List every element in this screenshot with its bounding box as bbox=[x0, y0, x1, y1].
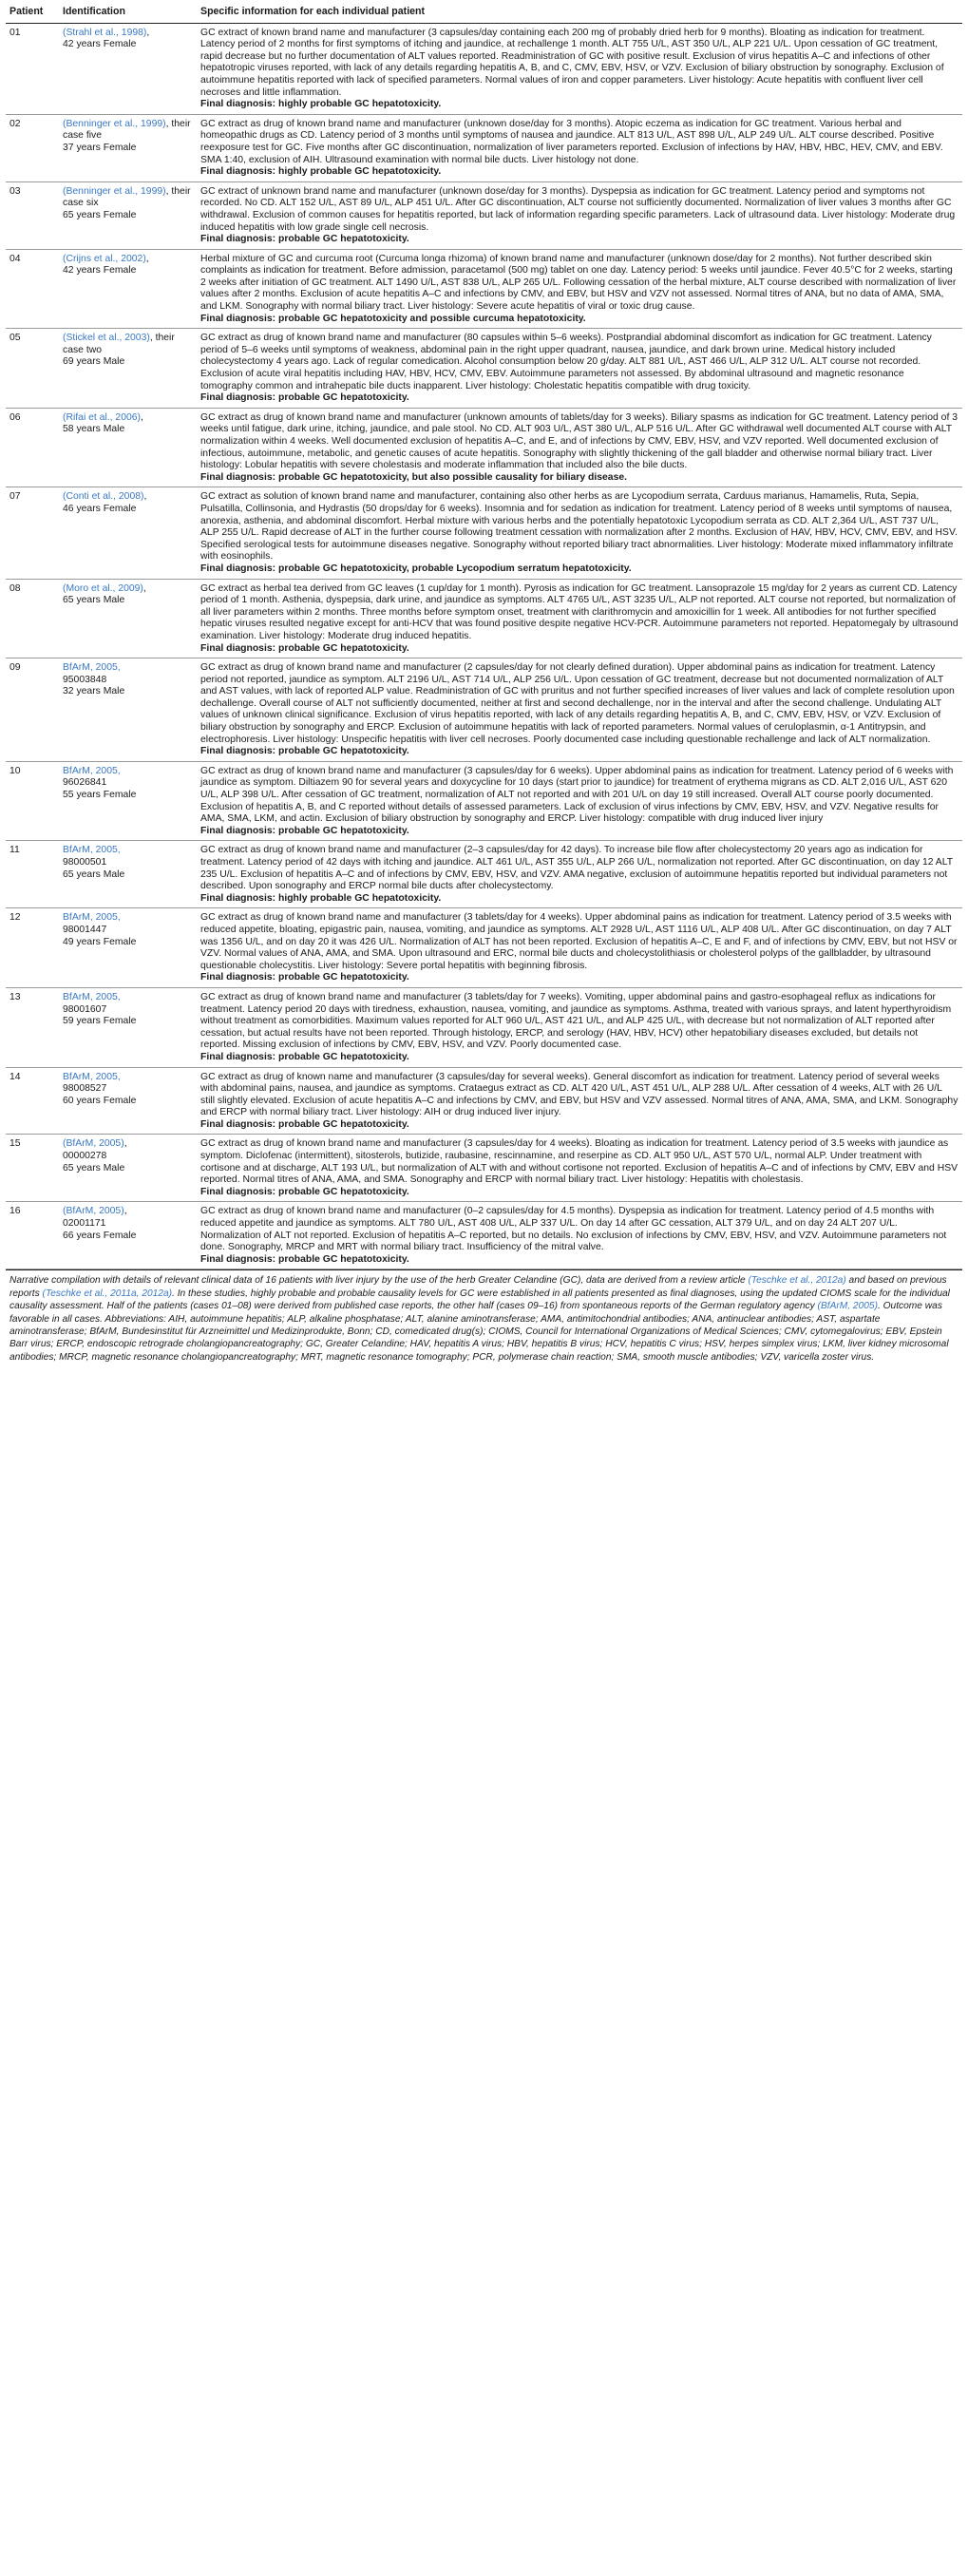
case-narrative: GC extract as drug of known brand name and manufacturer (2 capsules/day for not clearly defined duration). Upper abdominal pains as indication for treatment. Latency period not reported, jaundice as symptom. ALT 2196 U/L, AST 714 U/L, ALP 256 U/L. Upon cessation of GC treatment, decrease but not documented normalization of ALT and AST values, with lack of reported ALP value. Readministration of GC with pruritus and not further specified increases of liver values and lack of complete resolution upon dechallenge. Overall course of ALT not sufficiently documented, neither at first and second dechallenge, nor in the interval and after the second challenge. Undulating ALT values of unknown clinical significance. Exclusion of virus hepatitis reported, with lack of any details regarding hepatitis A, B, and C, CMV, EBV, HSV, or VZV. Exclusion of biliary obstruction by sonography and ERCP. Exclusion of autoimmune hepatitis with lack of reported parameters. Normal values of ceruloplasmin, α-1 Antitrypsin, and electrophoresis. Liver histology: Unspecific hepatitis with liver cell necroses. Poorly documented case including questionable rechallenge and lack of ALT normalization. bbox=[200, 662, 955, 745]
final-diagnosis: Final diagnosis: highly probable GC hepatotoxicity. bbox=[200, 99, 442, 110]
identification-line: 42 years Female bbox=[63, 39, 137, 50]
reference-link[interactable]: (Rifai et al., 2006) bbox=[63, 411, 142, 423]
reference-link[interactable]: (Benninger et al., 1999) bbox=[63, 118, 166, 129]
identification-line: 00000278 bbox=[63, 1151, 107, 1162]
patient-number: 13 bbox=[6, 987, 59, 1067]
final-diagnosis: Final diagnosis: probable GC hepatotoxicity. bbox=[200, 746, 409, 757]
footnote-ref-link[interactable]: (Teschke et al., 2011a, 2012a) bbox=[42, 1288, 173, 1299]
footnote-ref-link[interactable]: (Teschke et al., 2012a) bbox=[748, 1275, 846, 1287]
reference-link[interactable]: BfArM, 2005, bbox=[63, 845, 121, 856]
final-diagnosis: Final diagnosis: probable GC hepatotoxicity, probable Lycopodium serratum hepatotoxicity. bbox=[200, 563, 632, 574]
identification-cell bbox=[59, 761, 197, 841]
identification-line: 65 years Male bbox=[63, 595, 125, 606]
table-row bbox=[6, 329, 962, 409]
table-row bbox=[6, 181, 962, 249]
identification-cell bbox=[59, 1067, 197, 1135]
case-narrative: GC extract of known brand name and manufacturer (3 capsules/day containing each 200 mg of probably dried herb for 9 months). Bloating as indication for treatment. Latency period of 2 months for first symptoms of itching and jaundice, at rechallenge 1 month. ALT 755 U/L, AST 350 U/L, ALP 221 U/L. Upon cessation of GC treatment, rapid decrease but no further documentation of ALT values reported. Readministration of GC with positive result. Exclusion of virus hepatitis A–C and infections of other hepatotropic viruses reported, with lack of any details regarding hepatitis A, B, and C, CMV, EBV, HSV, or VZV. Exclusion of biliary obstruction by sonography. Exclusion of autoimmune hepatitis reported with lack of specified parameters. Normal values of iron and copper parameters. Liver histology: Acute hepatitis with confluent liver cell necroses and little inflammation. bbox=[200, 27, 944, 98]
identification-line: 98000501 bbox=[63, 857, 107, 868]
final-diagnosis: Final diagnosis: probable GC hepatotoxicity. bbox=[200, 1186, 409, 1197]
reference-suffix: , their case six bbox=[63, 185, 191, 209]
case-narrative: GC extract as drug of known brand name and manufacturer (3 capsules/day for 4 weeks). Bloating as indication for treatment. Latency period of 3.5 weeks with jaundice as symptom. Diclofenac (intermittent), sitosterols, butizide, raubasine, rescinnamine, and reserpine as CD. ALT 950 U/L, AST 570 U/L, normal ALP. Under treatment with cortisone and at discharge, ALT 193 U/L, but normalization of ALT with and without cortisone not reported. Exclusion of hepatitis A–C and of infections by CMV, EBV and HSV reported. Normal titres of ANA, AMA, and SMA. Sonography and ERCP with normal biliary tract. Liver histology: Hepatitis with cholestasis. bbox=[200, 1138, 959, 1186]
reference-suffix: , their case two bbox=[63, 333, 175, 355]
identification-cell bbox=[59, 841, 197, 908]
table-row bbox=[6, 23, 962, 114]
patient-number: 16 bbox=[6, 1202, 59, 1269]
patient-info-cell bbox=[197, 1135, 962, 1202]
table-row bbox=[6, 658, 962, 762]
reference-suffix: , bbox=[145, 253, 149, 264]
patient-number: 11 bbox=[6, 841, 59, 908]
reference-suffix: , their case five bbox=[63, 118, 191, 142]
reference-suffix: , bbox=[143, 491, 147, 503]
case-narrative: GC extract as drug of known brand name and manufacturer (unknown dose/day for 3 months). Atopic eczema as indication for GC treatment. Various herbal and homeopathic drugs as CD. Latency period of 3 months until symptoms of nausea and jaundice. ALT 813 U/L, AST 898 U/L, ALP 249 U/L. ALT course described. Positive reexposure test for GC. Five months after GC discontinuation, normalization of liver parameters reported. Exclusion of infections by HAV, HBV, HBC, HEV, CMV, and EBV. SMA 1:40, exclusion of AIH. Ultrasound examination with normal bile ducts. Liver histology not done. bbox=[200, 118, 943, 165]
table-row bbox=[6, 987, 962, 1067]
final-diagnosis: Final diagnosis: probable GC hepatotoxicity, but also possible causality for biliary disease. bbox=[200, 471, 628, 483]
identification-cell bbox=[59, 23, 197, 114]
table-row bbox=[6, 579, 962, 658]
case-narrative: GC extract as drug of known brand name and manufacturer (unknown amounts of tablets/day for 3 weeks). Biliary spasms as indication for GC treatment. Latency period of 3 weeks until fatigue, dark urine, itching, jaundice, and pale stool. No CD. ALT 903 U/L, AST 380 U/L, ALP 516 U/L. After GC withdrawal well documented ALT course with ALT normalization within 4 weeks. Well documented exclusion of hepatitis A–C, and E, and of infections by CMV, EBV, HSV, and VZV reported. Well documented exclusion of infectious, autoimmune, metabolic, and genetic causes of acute hepatitis. Sonography with slightly thickening of the gall bladder and otherwise normal biliary tract. Liver histology: Lobular hepatitis with severe cholestasis and moderate inflammation that included also the bile ducts. bbox=[200, 411, 959, 471]
patient-number: 01 bbox=[6, 23, 59, 114]
identification-line: 02001171 bbox=[63, 1218, 106, 1230]
table-row bbox=[6, 761, 962, 841]
patient-number: 02 bbox=[6, 114, 59, 181]
reference-link[interactable]: BfArM, 2005, bbox=[63, 991, 121, 1002]
reference-link[interactable]: (BfArM, 2005) bbox=[63, 1138, 124, 1150]
final-diagnosis: Final diagnosis: probable GC hepatotoxicity. bbox=[200, 234, 409, 245]
patient-number: 03 bbox=[6, 181, 59, 249]
patient-info-cell bbox=[197, 114, 962, 181]
table-row bbox=[6, 908, 962, 988]
patient-number: 14 bbox=[6, 1067, 59, 1135]
identification-cell bbox=[59, 658, 197, 762]
final-diagnosis: Final diagnosis: probable GC hepatotoxicity. bbox=[200, 972, 409, 983]
footnote-text-3: . In these studies, highly probable and probable causality levels for GC were established in all patients presented as final diagnoses, using the updated CIOMS scale for the individual causality assessment. Half of the patients (cases 01–08) were derived from published case reports, the other half (cases 09–16) from spontaneous reports of the German regulatory agency bbox=[9, 1288, 950, 1312]
identification-line: 95003848 bbox=[63, 674, 107, 685]
identification-cell bbox=[59, 908, 197, 988]
identification-cell bbox=[59, 579, 197, 658]
case-narrative: GC extract as herbal tea derived from GC leaves (1 cup/day for 1 month). Pyrosis as indication for GC treatment. Lansoprazole 15 mg/day for 2 years as current CD. Latency period of 1 month. Asthenia, dyspepsia, dark urine, and jaundice as symptoms. ALT 4765 U/L, AST 3235 U/L, ALP not reported. ALT course not reported, but normalization of all liver parameters within 2 months. Three months before symptom onset, treatment with clarithromycin and amoxicillin for 1 week. All antibodies for not further specified hepatic viruses resulted negative except for anti-HCV that was found positive despite negative HCV-PCR. Autoimmune parameters not reported. Hepatomegaly by ultrasound examination. Liver histology: Moderate drug induced hepatitis. bbox=[200, 582, 959, 641]
identification-cell bbox=[59, 1135, 197, 1202]
case-narrative: GC extract as drug of known name and manufacturer (3 capsules/day for several weeks). General discomfort as indication for treatment. Latency period of several weeks with abdominal pains, nausea, and jaundice as symptoms. Crataegus extract as CD. ALT 420 U/L, AST 451 U/L, ALP 288 U/L. After cessation of 4 weeks, ALT with 26 U/L still slightly elevated. Exclusion of acute hepatitis A–C and infections by CMV, and EBV, but HSV and VZV assessed. Normal titres of ANA, AMA, SMA, and LKM. Sonography and ERCP with normal biliary tract. Liver histology: AIH or drug induced liver injury. bbox=[200, 1071, 959, 1118]
patient-number: 07 bbox=[6, 487, 59, 579]
identification-line: 65 years Male bbox=[63, 1162, 125, 1174]
patient-number: 12 bbox=[6, 908, 59, 988]
identification-line: 60 years Female bbox=[63, 1095, 137, 1106]
patient-info-cell bbox=[197, 408, 962, 487]
case-narrative: GC extract of unknown brand name and manufacturer (unknown dose/day for 3 months). Dyspepsia as indication for GC treatment. Latency period and symptoms not recorded. No CD. ALT 152 U/L, AST 89 U/L, ALP 451 U/L. After GC discontinuation, ALT course not sufficiently documented. Normalization of liver values 3 months after GC withdrawal. Exclusion of common causes for hepatitis reported, but lack of information regarding specific parameters. Lack of ultrasound data. Liver histology: Moderate drug induced hepatitis with low grade single cell necrosis. bbox=[200, 185, 956, 233]
patient-info-cell bbox=[197, 1067, 962, 1135]
table-row bbox=[6, 487, 962, 579]
table-row bbox=[6, 841, 962, 908]
patient-number: 10 bbox=[6, 761, 59, 841]
identification-line: 65 years Male bbox=[63, 868, 125, 880]
patient-info-cell bbox=[197, 1202, 962, 1269]
identification-line: 55 years Female bbox=[63, 790, 137, 801]
identification-line: 69 years Male bbox=[63, 356, 125, 368]
final-diagnosis: Final diagnosis: probable GC hepatotoxicity. bbox=[200, 825, 409, 836]
final-diagnosis: Final diagnosis: probable GC hepatotoxicity. bbox=[200, 1253, 409, 1265]
identification-line: 98001607 bbox=[63, 1003, 107, 1015]
reference-link[interactable]: (Stickel et al., 2003) bbox=[63, 333, 150, 344]
table-row bbox=[6, 1067, 962, 1135]
identification-line: 32 years Male bbox=[63, 686, 125, 697]
identification-cell bbox=[59, 987, 197, 1067]
identification-line: 42 years Female bbox=[63, 265, 137, 277]
reference-suffix: , bbox=[123, 1206, 127, 1217]
case-narrative: GC extract as drug of known brand name and manufacturer (2–3 capsules/day for 42 days). To increase bile flow after cholecystectomy 20 years ago as indication for treatment. Latency period of 42 days with itching and jaundice. ALT 461 U/L, AST 355 U/L, ALP 266 U/L, normalization not reported. After GC discontinuation, on day 12 ALT 235 U/L. Exclusion of hepatitis A–C and of infections by CMV, EBV, HSV, and VZV. AMA negative, exclusion of autoimmune hepatitis reported but individual parameters not described. Upon sonography and ERCP normal bile ducts after cholecystectomy. bbox=[200, 845, 953, 892]
case-narrative: GC extract as solution of known brand name and manufacturer, containing also other herbs as are Lycopodium serrata, Carduus marianus, Hamamelis, Ruta, Sepia, Pulsatilla, Collinsonia, and Hydrastis (50 drops/day for 6 weeks). Insomnia and for sedation as indication for treatment. Latency period of 8 weeks until symptoms of nausea, anorexia, asthenia, and abdominal discomfort. Herbal mixture with various herbs and the potentially hepatotoxic Lycopodium serrata as CD. ALT 2,364 U/L, AST 737 U/L, ALP 255 U/L. Rapid decrease of ALT in the further course following treatment cessation with normalization after 2 months. Exclusion of HAV, HBV, HCV, CMV, EBV, and HSV. Specified serological tests for autoimmune diseases negative. Sonography without reported biliary tract abnormalities. Liver histology: Moderate mixed inflammatory infiltrate with eosinophils. bbox=[200, 491, 958, 563]
final-diagnosis: Final diagnosis: probable GC hepatotoxicity. bbox=[200, 392, 409, 404]
final-diagnosis: Final diagnosis: probable GC hepatotoxicity. bbox=[200, 1118, 409, 1130]
case-narrative: GC extract as drug of known brand name and manufacturer (3 capsules/day for 6 weeks). Upper abdominal pains as indication for treatment. Latency period of 6 weeks with jaundice as symptom. Diltiazem 90 for several years and doxycycline for 10 days (start prior to jaundice) for treatment of erythema migrans as CD. ALT 2,016 U/L, AST 620 U/L, ALP 398 U/L. After cessation of GC treatment, normalization of ALT not reported and with 201 U/L on day 19 still increased. Overall ALT course poorly documented. Exclusion of hepatitis A, B, and C reported without details of assessed parameters. Lack of exclusion of virus infections by CMV, EBV, HSV, and VZV. Negative results for AMA, SMA, LKM, and actin. Exclusion of biliary obstruction by sonography and ERCP. Liver histology: compatible with drug induced liver injury bbox=[200, 765, 954, 825]
header-identification: Identification bbox=[59, 2, 197, 23]
patient-info-cell bbox=[197, 987, 962, 1067]
reference-link[interactable]: (Conti et al., 2008) bbox=[63, 491, 144, 503]
case-narrative: GC extract as drug of known brand name and manufacturer (3 tablets/day for 4 weeks). Upper abdominal pains as indication for treatment. Latency period of 3.5 weeks with reduced appetite, bloating, epigastric pain, nausea, vomiting, and jaundice as symptoms. ALT 2928 U/L, AST 1116 U/L, ALP 408 U/L. After GC discontinuation, on day 7 ALT was 1356 U/L, and on day 20 it was 426 U/L. Normalization of ALT has not been reported. Exclusion of hepatitis A–C, E and F, and of infections by CMV, EBV, but not HSV or VZV. Normal values of ANA, AMA, and SMA. Upon ultrasound and ERC, normal bile ducts and cholecystolithiasis or cholesterol polyps of the gallbladder, by ultrasound questionable cholecystitis. Liver histology: Severe portal hepatitis with beginning fibrosis. bbox=[200, 912, 958, 971]
table-row bbox=[6, 1202, 962, 1269]
patient-info-cell bbox=[197, 908, 962, 988]
reference-link[interactable]: BfArM, 2005, bbox=[63, 765, 121, 776]
patient-number: 08 bbox=[6, 579, 59, 658]
footnote-ref-link[interactable]: (BfArM, 2005) bbox=[817, 1301, 878, 1312]
patient-info-cell bbox=[197, 181, 962, 249]
identification-line: 98008527 bbox=[63, 1083, 107, 1095]
reference-link[interactable]: (Strahl et al., 1998) bbox=[63, 27, 147, 38]
reference-suffix: , bbox=[141, 411, 143, 423]
identification-cell bbox=[59, 1202, 197, 1269]
table-body bbox=[6, 23, 962, 1269]
identification-line: 37 years Female bbox=[63, 142, 137, 153]
reference-link[interactable]: BfArM, 2005, bbox=[63, 662, 121, 674]
reference-link[interactable]: (Moro et al., 2009) bbox=[63, 582, 143, 594]
reference-link[interactable]: BfArM, 2005, bbox=[63, 912, 121, 924]
identification-cell bbox=[59, 114, 197, 181]
table-row bbox=[6, 408, 962, 487]
patient-info-cell bbox=[197, 329, 962, 409]
table-footnote bbox=[6, 1269, 962, 1364]
identification-line: 66 years Female bbox=[63, 1230, 137, 1241]
identification-cell bbox=[59, 181, 197, 249]
case-narrative: GC extract as drug of known brand name and manufacturer (0–2 capsules/day for 4.5 months). Dyspepsia as indication for treatment. Latency period of 4.5 months with reduced appetite and jaundice as symptoms. ALT 780 U/L, AST 408 U/L, ALP 337 U/L. On day 14 after GC cessation, ALT 379 U/L, and on day 24 ALT 207 U/L. Normalization of ALT not reported. Exclusion of hepatitis A–C reported, but no details. No exclusion of infections by CMV, EBV, HSV, and VZV. Autoimmune parameters not done. Sonography, MRCP and MRT with normal biliary tract. Insufficiency of the mitral valve. bbox=[200, 1206, 947, 1253]
identification-line: 49 years Female bbox=[63, 936, 137, 947]
patient-info-cell bbox=[197, 487, 962, 579]
identification-line: 46 years Female bbox=[63, 503, 137, 514]
identification-cell bbox=[59, 249, 197, 329]
table-header-row bbox=[6, 2, 962, 23]
final-diagnosis: Final diagnosis: highly probable GC hepatotoxicity. bbox=[200, 892, 442, 904]
identification-line: 96026841 bbox=[63, 777, 107, 789]
case-narrative: GC extract as drug of known brand name and manufacturer (3 tablets/day for 7 weeks). Vomiting, upper abdominal pains and gastro-esophageal reflux as indications for treatment. Latency period 20 days with tiredness, exhaustion, nausea, vomiting, and jaundice as symptoms. Asthma, treated with various sprays, and latent hyperthyroidism without treatment as comorbidities. Maximum values reported for ALT 960 U/L, AST 421 U/L, and ALP 425 U/L, with decrease but not normalization of ALT reported after cessation, but actual results have not been reported. Through histology, ERCP, and serology (HAV, HBV, HCV) other hepatobiliary diseases excluded, but details not reported. Missing exclusion of infections by CMV, EBV, HSV, and VZV. Poorly documented case. bbox=[200, 991, 952, 1051]
final-diagnosis: Final diagnosis: probable GC hepatotoxicity and possible curcuma hepatotoxicity. bbox=[200, 313, 586, 324]
case-narrative: Herbal mixture of GC and curcuma root (Curcuma longa rhizoma) of known brand name and manufacturer (unknown dose/day for 2 months). Not further described skin complaints as indication for treatment. Before admission, paracetamol (500 mg) tablet on one day. Latency period: 5 weeks until jaundice. Fever 40.5°C for 2 weeks, starting 2 weeks after initiation of GC treatment. ALT 1490 U/L, AST 838 U/L, ALP 265 U/L. Following cessation of the herbal mixture, ALT course described with normalization of liver values after 2 months. Exclusion of acute hepatitis A–C and infections by CMV, and EBV, but HSV and VZV not assessed. Normal titres of ANA, but no data of AMA, SMA, and LKM. Sonography with normal biliary tract. Liver histology: Severe acute hepatitis of viral or toxic drug cause. bbox=[200, 253, 957, 313]
patient-info-cell bbox=[197, 23, 962, 114]
patient-info-cell bbox=[197, 249, 962, 329]
patient-number: 04 bbox=[6, 249, 59, 329]
patient-number: 06 bbox=[6, 408, 59, 487]
reference-link[interactable]: (BfArM, 2005) bbox=[63, 1206, 124, 1217]
reference-link[interactable]: (Benninger et al., 1999) bbox=[63, 185, 166, 197]
patient-number: 05 bbox=[6, 329, 59, 409]
identification-line: 65 years Female bbox=[63, 209, 137, 220]
case-narrative: GC extract as drug of known brand name and manufacturer (80 capsules within 5–6 weeks). Postprandial abdominal discomfort as indication for GC treatment. Latency period of 5–6 weeks until symptoms of weakness, abdominal pain in the right upper quadrant, nausea, jaundice, and dark brown urine. Medical history included cholecystectomy 4 years ago. Lack of regular comedication. Alcohol consumption below 20 g/day. ALT 881 U/L, AST 466 U/L, ALP 312 U/L. ALT course not recorded. Exclusion of acute viral hepatitis including HAV, HBV, HCV, CMV, EBV. Autoimmune parameters not assessed. By abdominal ultrasound and magnetic resonance tomography common and intrahepatic bile ducts inapparent. Liver histology: Cholestatic hepatitis compatible with drug toxicity. bbox=[200, 333, 932, 391]
identification-line: 58 years Male bbox=[63, 424, 125, 435]
table-row bbox=[6, 1135, 962, 1202]
identification-cell bbox=[59, 329, 197, 409]
header-specific-info: Specific information for each individual patient bbox=[197, 2, 962, 23]
reference-suffix: , bbox=[123, 1138, 127, 1150]
patient-table bbox=[6, 2, 962, 1269]
reference-suffix: , bbox=[146, 27, 150, 38]
patient-info-cell bbox=[197, 658, 962, 762]
footnote-text-1: Narrative compilation with details of relevant clinical data of 16 patients with liver injury by the use of the herb Greater Celandine (GC), data are derived from a review article bbox=[9, 1275, 749, 1287]
identification-line: 98001447 bbox=[63, 924, 107, 935]
patient-info-cell bbox=[197, 579, 962, 658]
reference-suffix: , bbox=[142, 582, 146, 594]
patient-number: 15 bbox=[6, 1135, 59, 1202]
patient-info-cell bbox=[197, 841, 962, 908]
footnote-text-4: . Outcome was favorable in all cases. Abbreviations: AIH, autoimmune hepatitis; ALP, alkaline phosphatase; ALT, alanine aminotransferase; AMA, antimitochondrial antibodies; ANA, antinuclear antibodies; AST, aspartate aminotransferase; BfArM, Bundesinstitut für Arzneimittel und Medizinprodukte, Bonn; CD, comedicated drug(s); CIOMS, Council for International Organizations of Medical Sciences; CMV, cytomegalovirus; EBV, Epstein Barr virus; ERCP, endoscopic retrograde cholangiopancreatography; GC, Greater Celandine; HAV, hepatitis A virus; HBV, hepatitis B virus; HCV, hepatitis C virus; HSV, herpes simplex virus; LKM, liver kidney microsomal antibodies; MRCP, magnetic resonance cholangiopancreatography; MRT, magnetic resonance tomography; PCR, polymerase chain reaction; SMA, smooth muscle antibodies; VZV, varicella zoster virus. bbox=[9, 1301, 949, 1363]
identification-cell bbox=[59, 487, 197, 579]
identification-cell bbox=[59, 408, 197, 487]
final-diagnosis: Final diagnosis: probable GC hepatotoxicity. bbox=[200, 642, 409, 654]
identification-line: 59 years Female bbox=[63, 1016, 137, 1027]
final-diagnosis: Final diagnosis: probable GC hepatotoxicity. bbox=[200, 1051, 409, 1062]
reference-link[interactable]: BfArM, 2005, bbox=[63, 1071, 121, 1082]
table-row bbox=[6, 114, 962, 181]
patient-number: 09 bbox=[6, 658, 59, 762]
final-diagnosis: Final diagnosis: highly probable GC hepatotoxicity. bbox=[200, 166, 442, 178]
footnote-text-2: and based on previous reports bbox=[9, 1275, 947, 1299]
reference-link[interactable]: (Crijns et al., 2002) bbox=[63, 253, 146, 264]
header-patient: Patient bbox=[6, 2, 59, 23]
patient-info-cell bbox=[197, 761, 962, 841]
table-row bbox=[6, 249, 962, 329]
